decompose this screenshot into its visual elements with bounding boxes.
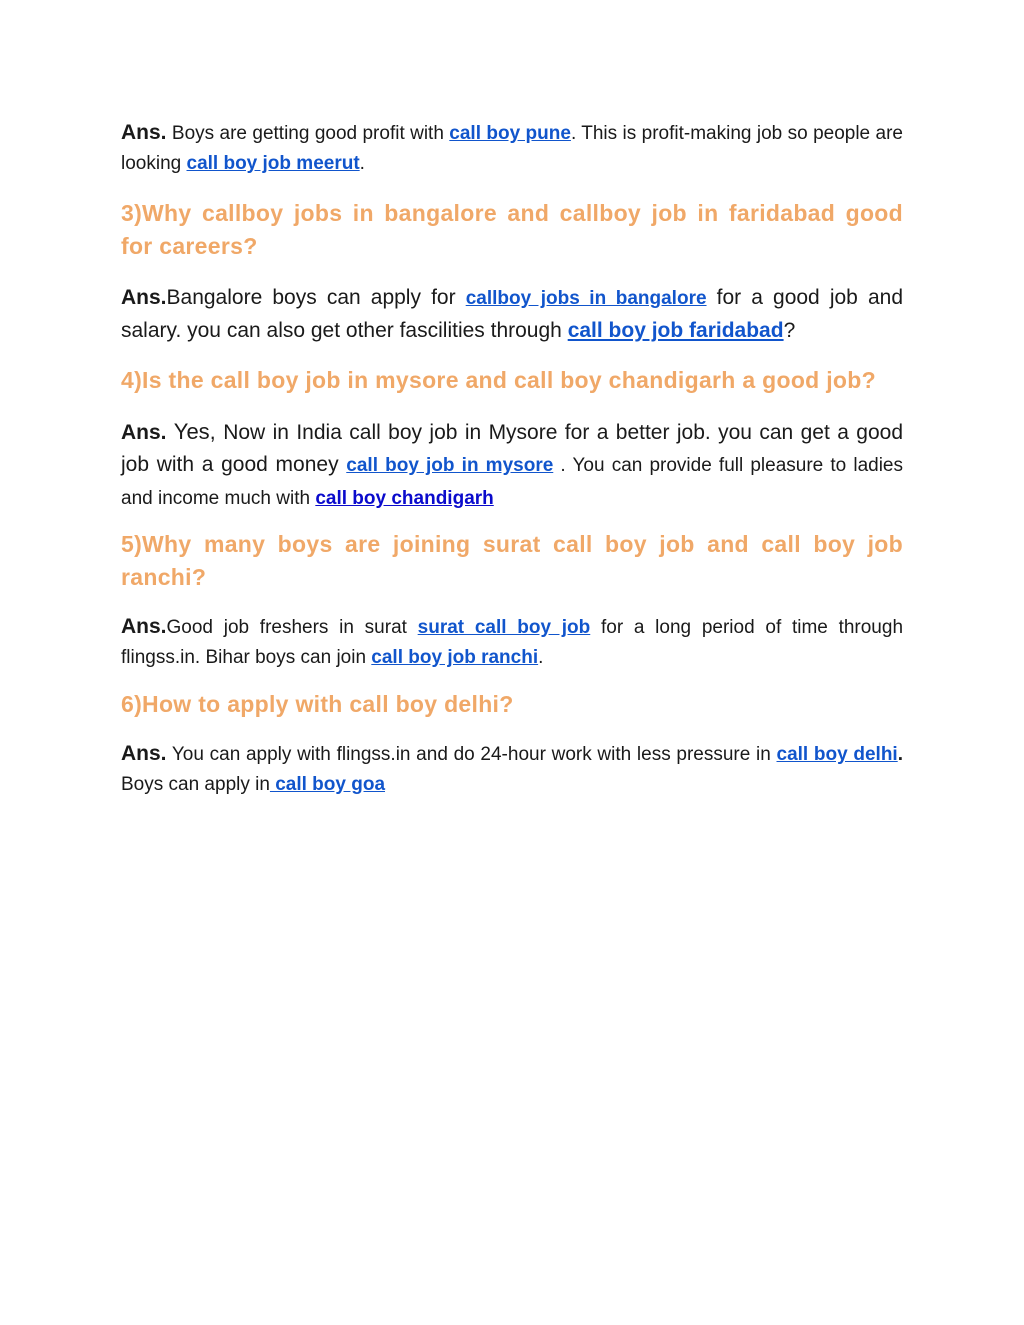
link-call-boy-goa[interactable]: call boy goa — [269, 774, 386, 795]
answer-text: Bangalore boys can apply for — [166, 286, 466, 309]
answer-2 — [121, 118, 903, 179]
answer-text: Now in India call boy job in Mysore for a better job. you can get a good job with a good money — [121, 421, 903, 476]
document-page — [121, 118, 903, 800]
answer-text: for a good job and salary. you can also get other fascilities through — [121, 286, 903, 342]
link-callboy-jobs-in-bangalore[interactable]: callboy jobs in bangalore — [465, 288, 707, 309]
link-call-boy-job-ranchi[interactable]: call boy job ranchi — [371, 647, 539, 668]
link-call-boy-job-faridabad[interactable]: call boy job faridabad — [567, 319, 784, 342]
ans-label: Ans. — [121, 121, 167, 144]
link-call-boy-chandigarh[interactable]: call boy chandigarh — [315, 488, 494, 509]
question-6-heading: 6)How to apply with call boy delhi? — [121, 691, 514, 717]
ans-label: Ans. — [121, 742, 167, 765]
answer-text: for a long period of time through flingss.in. Bihar boys can join — [121, 617, 904, 668]
answer-text: . — [538, 647, 544, 668]
link-call-boy-pune[interactable]: call boy pune — [449, 123, 571, 144]
ans-label: Ans. — [121, 286, 167, 309]
answer-text: . You can provide full pleasure to ladies and income much with — [121, 455, 904, 509]
answer-5 — [121, 612, 903, 673]
answer-3 — [121, 282, 903, 347]
question-5-heading: 5)Why many boys are joining surat call boy job and call boy job ranchi? — [121, 531, 903, 590]
question-3-heading: 3)Why callboy jobs in bangalore and callboy job in faridabad good for careers? — [121, 200, 903, 259]
answer-text: Boys can apply in — [121, 774, 270, 795]
answer-text: . — [359, 153, 365, 174]
answer-6 — [121, 739, 903, 800]
answer-yes: Yes, — [166, 419, 216, 444]
answer-text: Good job freshers in surat — [166, 617, 418, 638]
answer-text: . — [897, 744, 903, 765]
link-surat-call-boy-job[interactable]: surat call boy job — [417, 617, 591, 638]
link-call-boy-job-meerut[interactable]: call boy job meerut — [186, 153, 360, 174]
question-4-heading: 4)Is the call boy job in mysore and call boy chandigarh a good job? — [121, 367, 876, 393]
answer-text: You can apply with flingss.in and do 24-hour work with less pressure in — [166, 744, 777, 765]
answer-text: ? — [783, 319, 796, 342]
answer-text: Boys are getting good profit with — [166, 123, 450, 144]
link-call-boy-job-in-mysore[interactable]: call boy job in mysore — [346, 455, 554, 476]
link-call-boy-delhi[interactable]: call boy delhi — [776, 744, 898, 765]
ans-label: Ans. — [121, 421, 167, 444]
answer-4 — [121, 416, 903, 515]
answer-text: . This is profit-making job so people are looking — [121, 123, 903, 174]
ans-label: Ans. — [121, 615, 167, 638]
